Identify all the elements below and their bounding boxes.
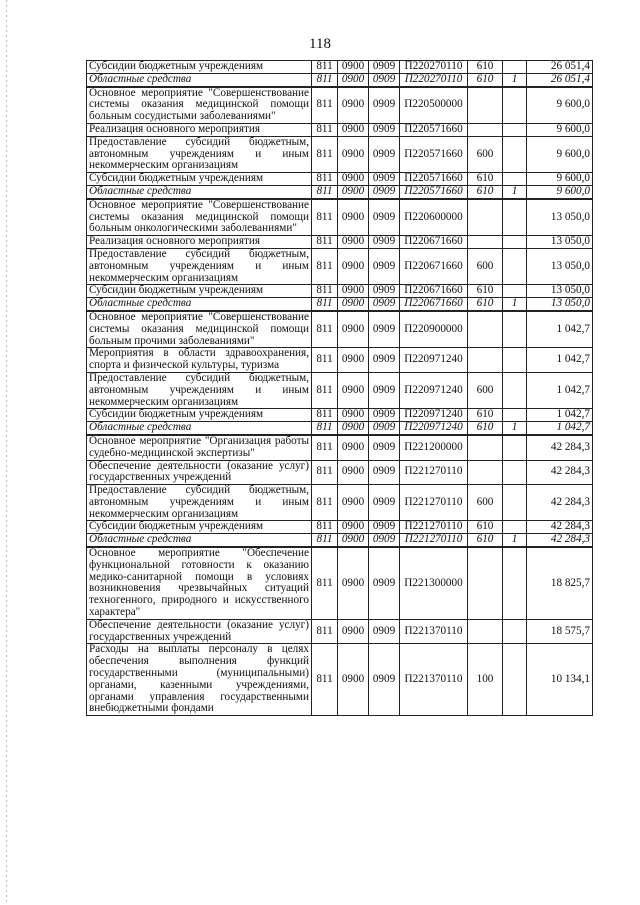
cell-target-article: П220971240 bbox=[400, 422, 468, 435]
cell-expense-type: 610 bbox=[468, 185, 503, 198]
cell-section: 0900 bbox=[338, 285, 369, 298]
cell-amount: 42 284,3 bbox=[527, 485, 593, 521]
cell-section: 0900 bbox=[338, 236, 369, 249]
cell-section: 0900 bbox=[338, 422, 369, 435]
cell-ved: 811 bbox=[312, 435, 338, 460]
cell-target-article: П220671660 bbox=[400, 298, 468, 311]
table-row bbox=[87, 311, 593, 348]
cell-target-article: П220671660 bbox=[400, 285, 468, 298]
table-row bbox=[87, 348, 593, 373]
cell-funding-source bbox=[503, 136, 527, 172]
table-row bbox=[87, 619, 593, 644]
cell-section: 0900 bbox=[338, 61, 369, 74]
cell-amount: 9 600,0 bbox=[527, 123, 593, 136]
cell-funding-source bbox=[503, 485, 527, 521]
table-row bbox=[87, 285, 593, 298]
cell-ved: 811 bbox=[312, 311, 338, 348]
cell-amount: 1 042,7 bbox=[527, 311, 593, 348]
cell-subsection: 0909 bbox=[369, 485, 400, 521]
cell-name: Субсидии бюджетным учреждениям bbox=[87, 521, 312, 534]
table-row bbox=[87, 372, 593, 408]
cell-ved: 811 bbox=[312, 199, 338, 236]
cell-funding-source: 1 bbox=[503, 298, 527, 311]
cell-name: Основное мероприятие "Совершенствование системы оказания медицинской помощи больным сосудистыми заболеваниями" bbox=[87, 87, 312, 124]
table-row bbox=[87, 409, 593, 422]
table-row bbox=[87, 435, 593, 460]
cell-section: 0900 bbox=[338, 199, 369, 236]
cell-amount: 1 042,7 bbox=[527, 348, 593, 373]
cell-funding-source bbox=[503, 348, 527, 373]
cell-section: 0900 bbox=[338, 185, 369, 198]
cell-subsection: 0909 bbox=[369, 422, 400, 435]
cell-name: Предоставление субсидий бюджетным, автономным учреждениям и иным некоммерческим организациям bbox=[87, 248, 312, 284]
cell-section: 0900 bbox=[338, 485, 369, 521]
cell-funding-source bbox=[503, 123, 527, 136]
cell-section: 0900 bbox=[338, 248, 369, 284]
cell-section: 0900 bbox=[338, 311, 369, 348]
cell-subsection: 0909 bbox=[369, 372, 400, 408]
cell-expense-type: 600 bbox=[468, 372, 503, 408]
table-row bbox=[87, 298, 593, 311]
table-row bbox=[87, 460, 593, 485]
cell-amount: 1 042,7 bbox=[527, 372, 593, 408]
cell-expense-type: 100 bbox=[468, 644, 503, 716]
cell-funding-source bbox=[503, 372, 527, 408]
cell-name: Мероприятия в области здравоохранения, спорта и физической культуры, туризма bbox=[87, 348, 312, 373]
cell-amount: 9 600,0 bbox=[527, 185, 593, 198]
cell-expense-type: 610 bbox=[468, 73, 503, 86]
table-row bbox=[87, 61, 593, 74]
cell-ved: 811 bbox=[312, 460, 338, 485]
cell-target-article: П220900000 bbox=[400, 311, 468, 348]
cell-name: Основное мероприятие "Совершенствование системы оказания медицинской помощи больным онкологическими заболеваниями" bbox=[87, 199, 312, 236]
cell-name: Реализация основного мероприятия bbox=[87, 236, 312, 249]
cell-ved: 811 bbox=[312, 298, 338, 311]
cell-subsection: 0909 bbox=[369, 409, 400, 422]
table-row bbox=[87, 123, 593, 136]
cell-subsection: 0909 bbox=[369, 348, 400, 373]
cell-name: Областные средства bbox=[87, 422, 312, 435]
cell-section: 0900 bbox=[338, 173, 369, 186]
cell-subsection: 0909 bbox=[369, 644, 400, 716]
cell-section: 0900 bbox=[338, 87, 369, 124]
table-row bbox=[87, 73, 593, 86]
cell-amount: 26 051,4 bbox=[527, 61, 593, 74]
table-row bbox=[87, 248, 593, 284]
cell-amount: 1 042,7 bbox=[527, 409, 593, 422]
cell-name: Реализация основного мероприятия bbox=[87, 123, 312, 136]
cell-expense-type: 610 bbox=[468, 534, 503, 547]
cell-name: Обеспечение деятельности (оказание услуг) государственных учреждений bbox=[87, 460, 312, 485]
cell-subsection: 0909 bbox=[369, 311, 400, 348]
cell-section: 0900 bbox=[338, 409, 369, 422]
cell-expense-type bbox=[468, 123, 503, 136]
table-row bbox=[87, 547, 593, 619]
cell-subsection: 0909 bbox=[369, 534, 400, 547]
cell-name: Предоставление субсидий бюджетным, автономным учреждениям и иным некоммерческим организациям bbox=[87, 485, 312, 521]
cell-section: 0900 bbox=[338, 460, 369, 485]
cell-ved: 811 bbox=[312, 348, 338, 373]
cell-name: Расходы на выплаты персоналу в целях обеспечения выполнения функций государственными (муниципальными) органами, казенными учреждениями, органами управления государственными внебюджетными фондами bbox=[87, 644, 312, 716]
cell-subsection: 0909 bbox=[369, 123, 400, 136]
cell-subsection: 0909 bbox=[369, 460, 400, 485]
cell-funding-source bbox=[503, 521, 527, 534]
cell-name: Основное мероприятие "Совершенствование системы оказания медицинской помощи больным прочими заболеваниями" bbox=[87, 311, 312, 348]
cell-target-article: П220971240 bbox=[400, 409, 468, 422]
cell-funding-source bbox=[503, 236, 527, 249]
cell-section: 0900 bbox=[338, 644, 369, 716]
cell-expense-type: 600 bbox=[468, 485, 503, 521]
cell-expense-type: 610 bbox=[468, 521, 503, 534]
page-number: 118 bbox=[309, 36, 331, 52]
table-row bbox=[87, 485, 593, 521]
cell-amount: 13 050,0 bbox=[527, 298, 593, 311]
cell-expense-type bbox=[468, 199, 503, 236]
cell-funding-source bbox=[503, 619, 527, 644]
cell-target-article: П221370110 bbox=[400, 619, 468, 644]
cell-amount: 1 042,7 bbox=[527, 422, 593, 435]
cell-ved: 811 bbox=[312, 136, 338, 172]
cell-target-article: П220571660 bbox=[400, 173, 468, 186]
cell-ved: 811 bbox=[312, 61, 338, 74]
cell-subsection: 0909 bbox=[369, 61, 400, 74]
cell-subsection: 0909 bbox=[369, 185, 400, 198]
table-row bbox=[87, 534, 593, 547]
cell-name: Субсидии бюджетным учреждениям bbox=[87, 173, 312, 186]
cell-name: Основное мероприятие "Обеспечение функциональной готовности к оказанию медико-санитарной помощи в условиях возникновения чрезвычайных ситуаций техногенного, природного и искусственного характера" bbox=[87, 547, 312, 619]
cell-target-article: П220270110 bbox=[400, 61, 468, 74]
cell-funding-source bbox=[503, 285, 527, 298]
cell-subsection: 0909 bbox=[369, 199, 400, 236]
table-row bbox=[87, 87, 593, 124]
table-row bbox=[87, 173, 593, 186]
cell-funding-source bbox=[503, 173, 527, 186]
cell-subsection: 0909 bbox=[369, 173, 400, 186]
cell-subsection: 0909 bbox=[369, 547, 400, 619]
cell-ved: 811 bbox=[312, 285, 338, 298]
cell-amount: 42 284,3 bbox=[527, 460, 593, 485]
cell-subsection: 0909 bbox=[369, 73, 400, 86]
cell-amount: 13 050,0 bbox=[527, 199, 593, 236]
cell-name: Субсидии бюджетным учреждениям bbox=[87, 285, 312, 298]
cell-expense-type bbox=[468, 619, 503, 644]
cell-amount: 9 600,0 bbox=[527, 136, 593, 172]
cell-target-article: П221270110 bbox=[400, 534, 468, 547]
cell-section: 0900 bbox=[338, 136, 369, 172]
cell-expense-type bbox=[468, 311, 503, 348]
table-row bbox=[87, 185, 593, 198]
cell-target-article: П220971240 bbox=[400, 348, 468, 373]
cell-expense-type bbox=[468, 435, 503, 460]
table-row bbox=[87, 236, 593, 249]
cell-expense-type: 610 bbox=[468, 409, 503, 422]
cell-subsection: 0909 bbox=[369, 87, 400, 124]
table-row bbox=[87, 521, 593, 534]
cell-target-article: П221270110 bbox=[400, 521, 468, 534]
cell-section: 0900 bbox=[338, 521, 369, 534]
cell-amount: 9 600,0 bbox=[527, 173, 593, 186]
cell-funding-source bbox=[503, 248, 527, 284]
cell-target-article: П221270110 bbox=[400, 485, 468, 521]
cell-expense-type bbox=[468, 547, 503, 619]
cell-expense-type: 600 bbox=[468, 248, 503, 284]
cell-name: Областные средства bbox=[87, 73, 312, 86]
cell-expense-type: 600 bbox=[468, 136, 503, 172]
cell-name: Областные средства bbox=[87, 298, 312, 311]
cell-name: Предоставление субсидий бюджетным, автономным учреждениям и иным некоммерческим организациям bbox=[87, 136, 312, 172]
cell-subsection: 0909 bbox=[369, 619, 400, 644]
table-row bbox=[87, 136, 593, 172]
cell-amount: 42 284,3 bbox=[527, 521, 593, 534]
cell-ved: 811 bbox=[312, 185, 338, 198]
cell-target-article: П220571660 bbox=[400, 185, 468, 198]
cell-expense-type bbox=[468, 236, 503, 249]
cell-amount: 42 284,3 bbox=[527, 435, 593, 460]
cell-funding-source: 1 bbox=[503, 422, 527, 435]
cell-target-article: П220600000 bbox=[400, 199, 468, 236]
cell-ved: 811 bbox=[312, 123, 338, 136]
cell-expense-type: 610 bbox=[468, 61, 503, 74]
cell-expense-type bbox=[468, 348, 503, 373]
table-row bbox=[87, 199, 593, 236]
cell-subsection: 0909 bbox=[369, 248, 400, 284]
budget-table bbox=[86, 60, 593, 716]
cell-name: Обеспечение деятельности (оказание услуг) государственных учреждений bbox=[87, 619, 312, 644]
table-row bbox=[87, 644, 593, 716]
cell-target-article: П220500000 bbox=[400, 87, 468, 124]
cell-ved: 811 bbox=[312, 236, 338, 249]
cell-funding-source: 1 bbox=[503, 73, 527, 86]
cell-section: 0900 bbox=[338, 123, 369, 136]
cell-ved: 811 bbox=[312, 422, 338, 435]
cell-funding-source bbox=[503, 311, 527, 348]
cell-ved: 811 bbox=[312, 521, 338, 534]
cell-section: 0900 bbox=[338, 73, 369, 86]
cell-amount: 18 575,7 bbox=[527, 619, 593, 644]
cell-funding-source bbox=[503, 460, 527, 485]
cell-expense-type: 610 bbox=[468, 298, 503, 311]
cell-section: 0900 bbox=[338, 619, 369, 644]
cell-amount: 10 134,1 bbox=[527, 644, 593, 716]
cell-expense-type: 610 bbox=[468, 422, 503, 435]
cell-ved: 811 bbox=[312, 173, 338, 186]
cell-ved: 811 bbox=[312, 372, 338, 408]
cell-target-article: П221200000 bbox=[400, 435, 468, 460]
cell-ved: 811 bbox=[312, 485, 338, 521]
cell-ved: 811 bbox=[312, 248, 338, 284]
cell-funding-source: 1 bbox=[503, 534, 527, 547]
cell-section: 0900 bbox=[338, 372, 369, 408]
cell-name: Предоставление субсидий бюджетным, автономным учреждениям и иным некоммерческим организациям bbox=[87, 372, 312, 408]
cell-subsection: 0909 bbox=[369, 285, 400, 298]
cell-section: 0900 bbox=[338, 348, 369, 373]
cell-name: Областные средства bbox=[87, 185, 312, 198]
cell-amount: 18 825,7 bbox=[527, 547, 593, 619]
cell-ved: 811 bbox=[312, 409, 338, 422]
cell-section: 0900 bbox=[338, 298, 369, 311]
cell-subsection: 0909 bbox=[369, 435, 400, 460]
cell-expense-type: 610 bbox=[468, 285, 503, 298]
cell-target-article: П220671660 bbox=[400, 248, 468, 284]
cell-ved: 811 bbox=[312, 87, 338, 124]
cell-expense-type: 610 bbox=[468, 173, 503, 186]
cell-section: 0900 bbox=[338, 435, 369, 460]
cell-name: Областные средства bbox=[87, 534, 312, 547]
cell-funding-source bbox=[503, 409, 527, 422]
cell-ved: 811 bbox=[312, 73, 338, 86]
cell-funding-source bbox=[503, 435, 527, 460]
table-row bbox=[87, 422, 593, 435]
cell-funding-source bbox=[503, 644, 527, 716]
cell-target-article: П220270110 bbox=[400, 73, 468, 86]
cell-amount: 13 050,0 bbox=[527, 285, 593, 298]
cell-ved: 811 bbox=[312, 534, 338, 547]
cell-section: 0900 bbox=[338, 534, 369, 547]
cell-amount: 9 600,0 bbox=[527, 87, 593, 124]
cell-target-article: П221370110 bbox=[400, 644, 468, 716]
cell-amount: 13 050,0 bbox=[527, 236, 593, 249]
cell-ved: 811 bbox=[312, 547, 338, 619]
cell-ved: 811 bbox=[312, 644, 338, 716]
cell-funding-source bbox=[503, 61, 527, 74]
cell-subsection: 0909 bbox=[369, 136, 400, 172]
cell-section: 0900 bbox=[338, 547, 369, 619]
page-edge-border bbox=[6, 0, 7, 905]
cell-funding-source: 1 bbox=[503, 185, 527, 198]
cell-target-article: П221300000 bbox=[400, 547, 468, 619]
cell-amount: 42 284,3 bbox=[527, 534, 593, 547]
cell-expense-type bbox=[468, 460, 503, 485]
cell-target-article: П220671660 bbox=[400, 236, 468, 249]
cell-target-article: П221270110 bbox=[400, 460, 468, 485]
cell-funding-source bbox=[503, 87, 527, 124]
cell-name: Субсидии бюджетным учреждениям bbox=[87, 409, 312, 422]
cell-subsection: 0909 bbox=[369, 521, 400, 534]
cell-target-article: П220571660 bbox=[400, 136, 468, 172]
cell-funding-source bbox=[503, 199, 527, 236]
cell-target-article: П220971240 bbox=[400, 372, 468, 408]
cell-name: Субсидии бюджетным учреждениям bbox=[87, 61, 312, 74]
cell-name: Основное мероприятие "Организация работы судебно-медицинской экспертизы" bbox=[87, 435, 312, 460]
cell-target-article: П220571660 bbox=[400, 123, 468, 136]
cell-amount: 26 051,4 bbox=[527, 73, 593, 86]
cell-ved: 811 bbox=[312, 619, 338, 644]
cell-subsection: 0909 bbox=[369, 298, 400, 311]
cell-funding-source bbox=[503, 547, 527, 619]
cell-subsection: 0909 bbox=[369, 236, 400, 249]
cell-amount: 13 050,0 bbox=[527, 248, 593, 284]
cell-expense-type bbox=[468, 87, 503, 124]
